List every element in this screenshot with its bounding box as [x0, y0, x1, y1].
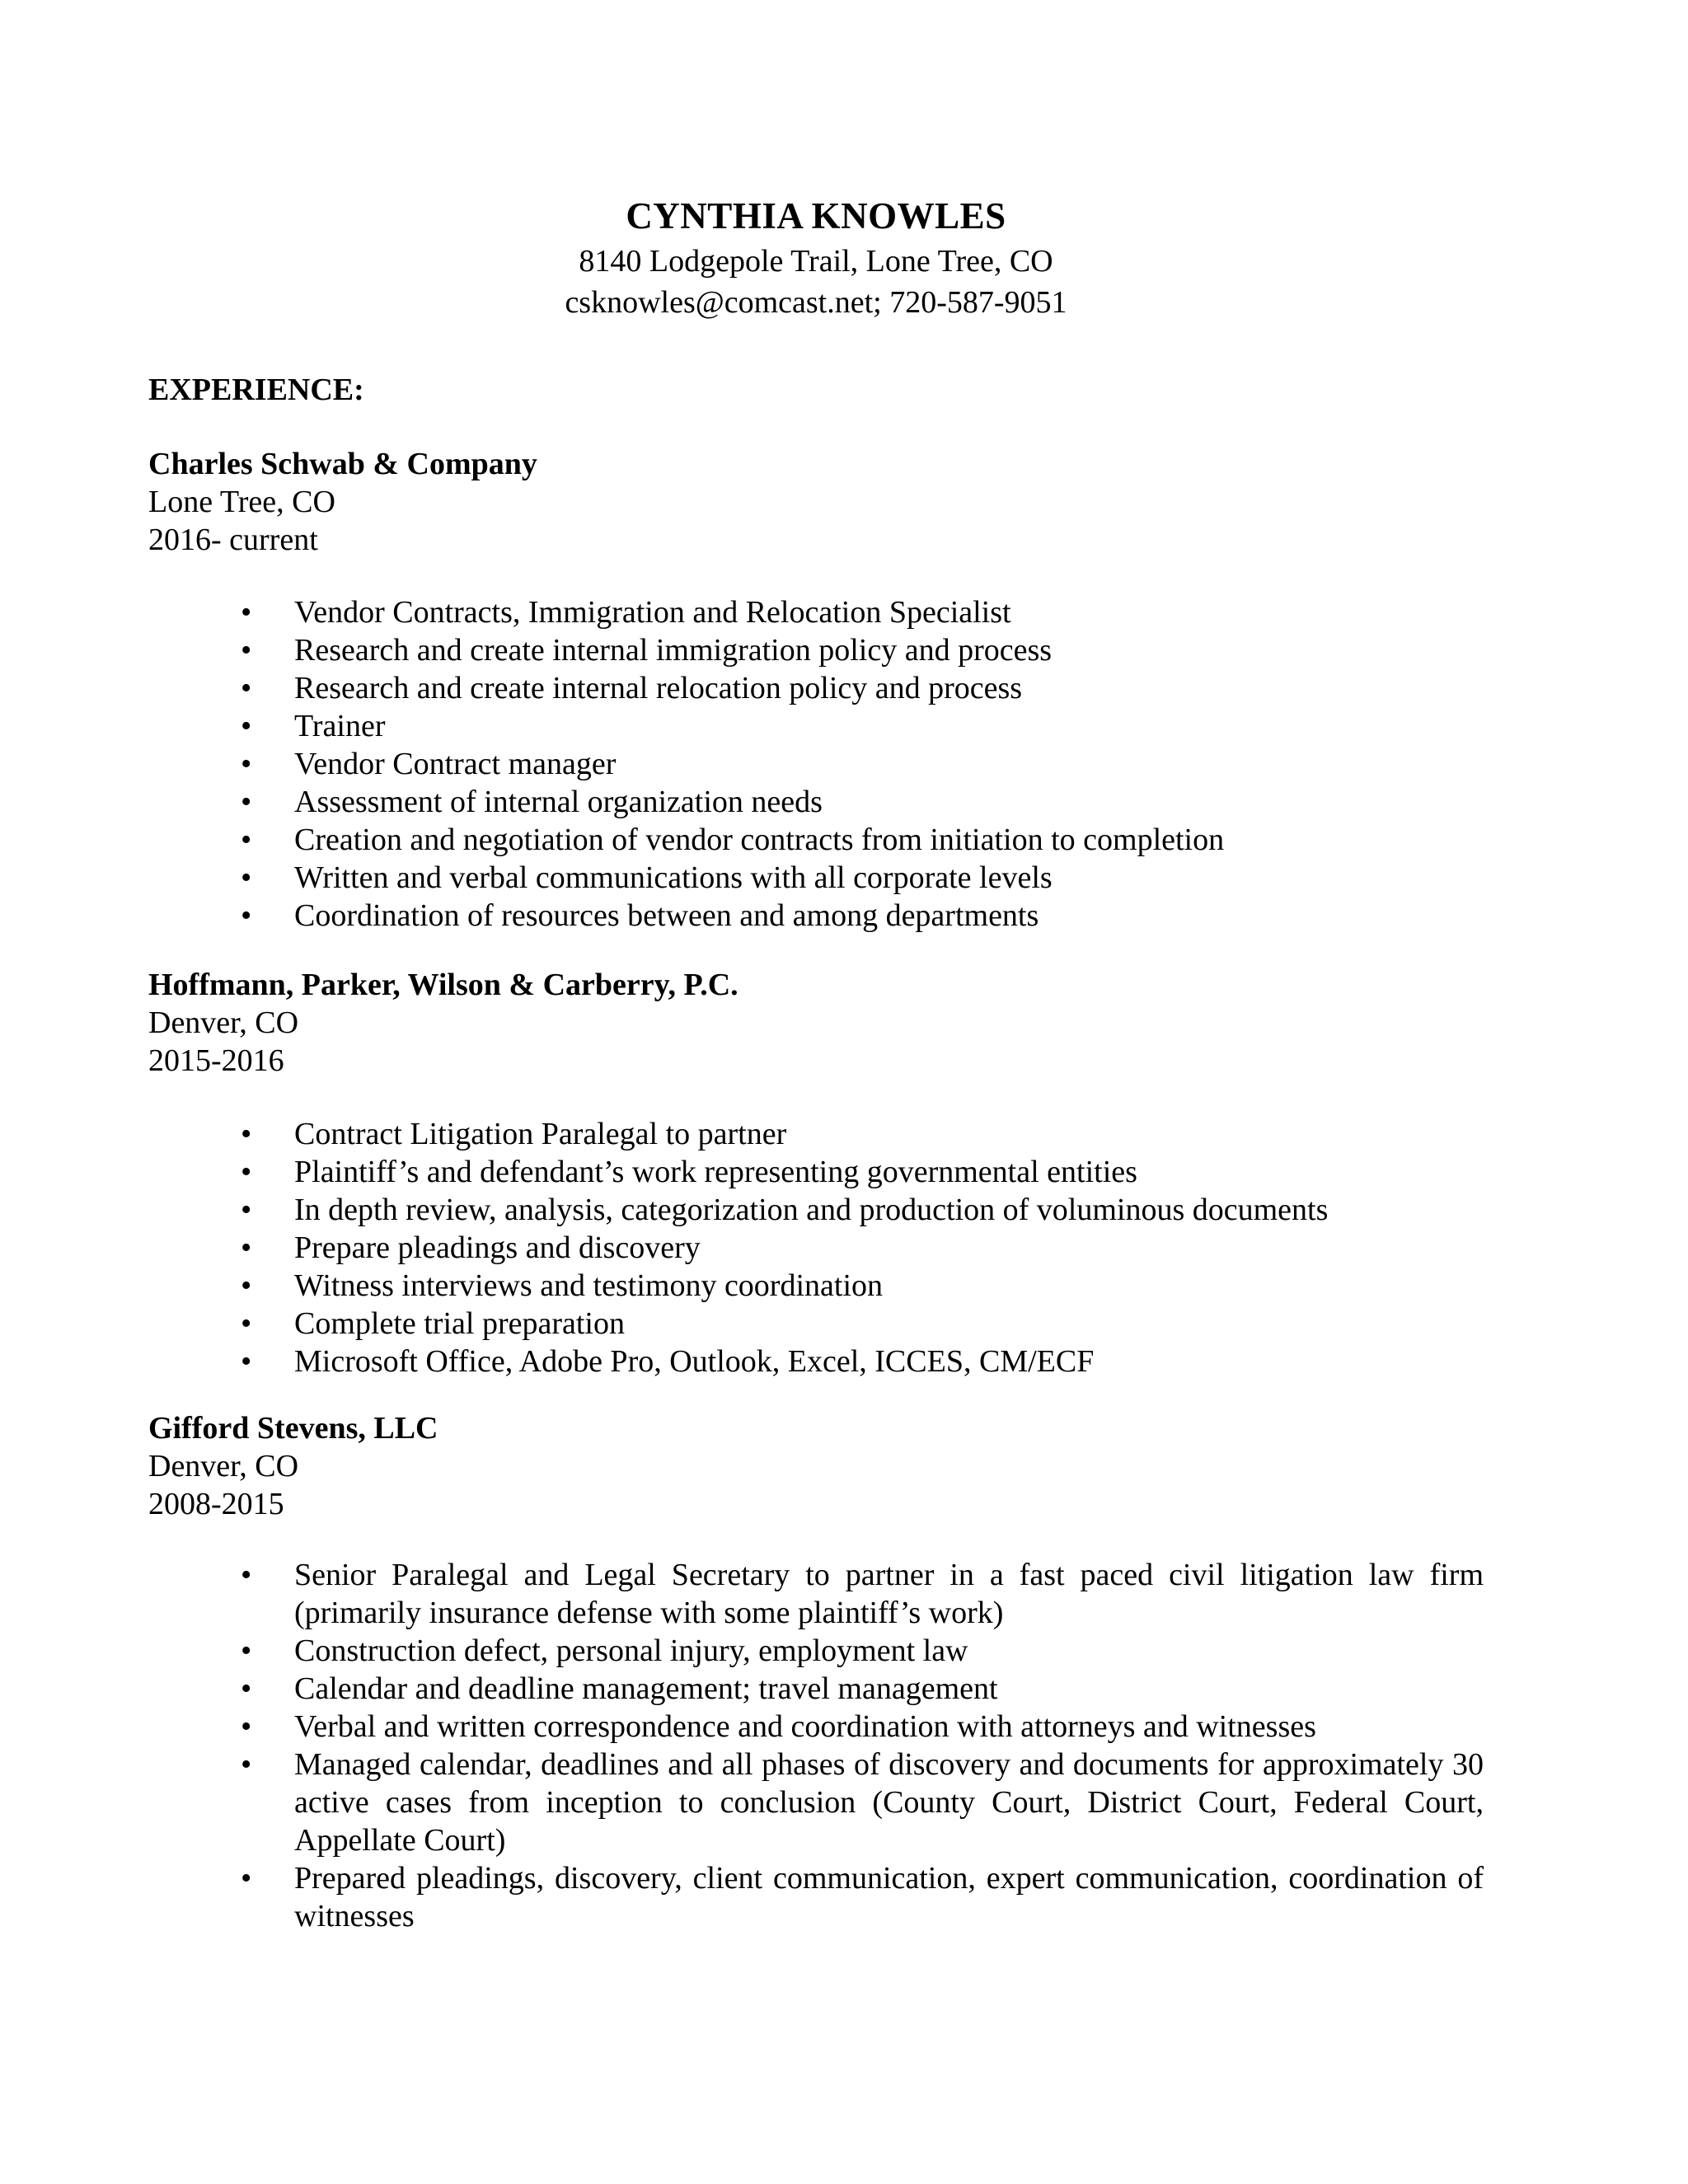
list-item: • Managed calendar, deadlines and all phases of discovery and documents for approximately 30 active cases from inception to conclusion (County Court, District Court, Federal Court, Appellate Court) — [241, 1747, 1484, 1858]
list-item: • Plaintiff’s and defendant’s work representing governmental entities — [241, 1155, 1137, 1189]
list-item: • Prepare pleadings and discovery — [241, 1230, 701, 1265]
bullet-icon: • — [241, 785, 252, 819]
address-line: 8140 Lodgepole Trail, Lone Tree, CO — [579, 244, 1053, 279]
contact-line: csknowles@comcast.net; 720-587-9051 — [565, 285, 1067, 320]
list-item: • Senior Paralegal and Legal Secretary to partner in a fast paced civil litigation law firm (primarily insurance defense with some plaintiff’s work) — [241, 1558, 1484, 1630]
resume-header — [0, 191, 1632, 323]
candidate-name: CYNTHIA KNOWLES — [626, 195, 1006, 237]
list-item: • Vendor Contract manager — [241, 747, 617, 781]
job-location: Denver, CO — [148, 1005, 299, 1040]
bullet-icon: • — [241, 1155, 252, 1189]
list-item: • Creation and negotiation of vendor contracts from initiation to completion — [241, 823, 1225, 857]
list-item: • In depth review, analysis, categorization and production of voluminous documents — [241, 1193, 1329, 1227]
list-item: • Assessment of internal organization needs — [241, 785, 823, 819]
bullet-icon: • — [241, 1193, 252, 1227]
bullet-icon: • — [241, 709, 252, 743]
bullet-icon: • — [241, 671, 252, 705]
bullet-icon: • — [241, 823, 252, 857]
list-item: • Microsoft Office, Adobe Pro, Outlook, Excel, ICCES, CM/ECF — [241, 1344, 1095, 1379]
bullet-icon: • — [241, 633, 252, 668]
bullet-icon: • — [241, 898, 252, 933]
bullet-icon: • — [241, 747, 252, 781]
list-item: • Prepared pleadings, discovery, client communication, expert communication, coordination of witnesses — [241, 1861, 1484, 1933]
list-item: • Research and create internal relocation policy and process — [241, 671, 1023, 705]
list-item: • Verbal and written correspondence and coordination with attorneys and witnesses — [241, 1709, 1316, 1744]
bullet-icon: • — [241, 1709, 252, 1744]
job-company: Charles Schwab & Company — [148, 447, 537, 481]
list-item: • Contract Litigation Paralegal to partner — [241, 1117, 787, 1151]
bullet-icon: • — [241, 1558, 252, 1592]
job-2-duties — [241, 1115, 1484, 1380]
list-item: • Research and create internal immigration policy and process — [241, 633, 1053, 668]
job-dates: 2015-2016 — [148, 1043, 284, 1078]
bullet-icon: • — [241, 1861, 252, 1896]
job-dates: 2016- current — [148, 523, 318, 557]
bullet-icon: • — [241, 1344, 252, 1379]
job-company: Gifford Stevens, LLC — [148, 1411, 438, 1446]
job-1-duties — [241, 593, 1484, 935]
list-item: • Calendar and deadline management; travel management — [241, 1671, 998, 1706]
bullet-icon: • — [241, 1306, 252, 1341]
job-3-duties — [241, 1556, 1484, 1935]
bullet-icon: • — [241, 1747, 252, 1782]
list-item: • Vendor Contracts, Immigration and Relocation Specialist — [241, 595, 1011, 630]
list-item: • Complete trial preparation — [241, 1306, 625, 1341]
list-item: • Witness interviews and testimony coordination — [241, 1268, 884, 1303]
job-location: Denver, CO — [148, 1449, 299, 1483]
job-company: Hoffmann, Parker, Wilson & Carberry, P.C. — [148, 968, 738, 1002]
bullet-icon: • — [241, 1117, 252, 1151]
job-2-header — [148, 966, 1484, 1080]
list-item: • Construction defect, personal injury, employment law — [241, 1633, 968, 1668]
list-item: • Trainer — [241, 709, 386, 743]
list-item: • Coordination of resources between and among departments — [241, 898, 1039, 933]
job-3-header — [148, 1409, 1484, 1523]
job-dates: 2008-2015 — [148, 1487, 284, 1521]
bullet-icon: • — [241, 595, 252, 630]
bullet-icon: • — [241, 1230, 252, 1265]
experience-heading-block — [148, 371, 1484, 409]
list-item: • Written and verbal communications with all corporate levels — [241, 860, 1053, 895]
job-location: Lone Tree, CO — [148, 485, 335, 519]
bullet-icon: • — [241, 860, 252, 895]
bullet-icon: • — [241, 1268, 252, 1303]
bullet-icon: • — [241, 1633, 252, 1668]
bullet-icon: • — [241, 1671, 252, 1706]
experience-heading: EXPERIENCE: — [148, 373, 364, 407]
job-1-header — [148, 445, 1484, 559]
